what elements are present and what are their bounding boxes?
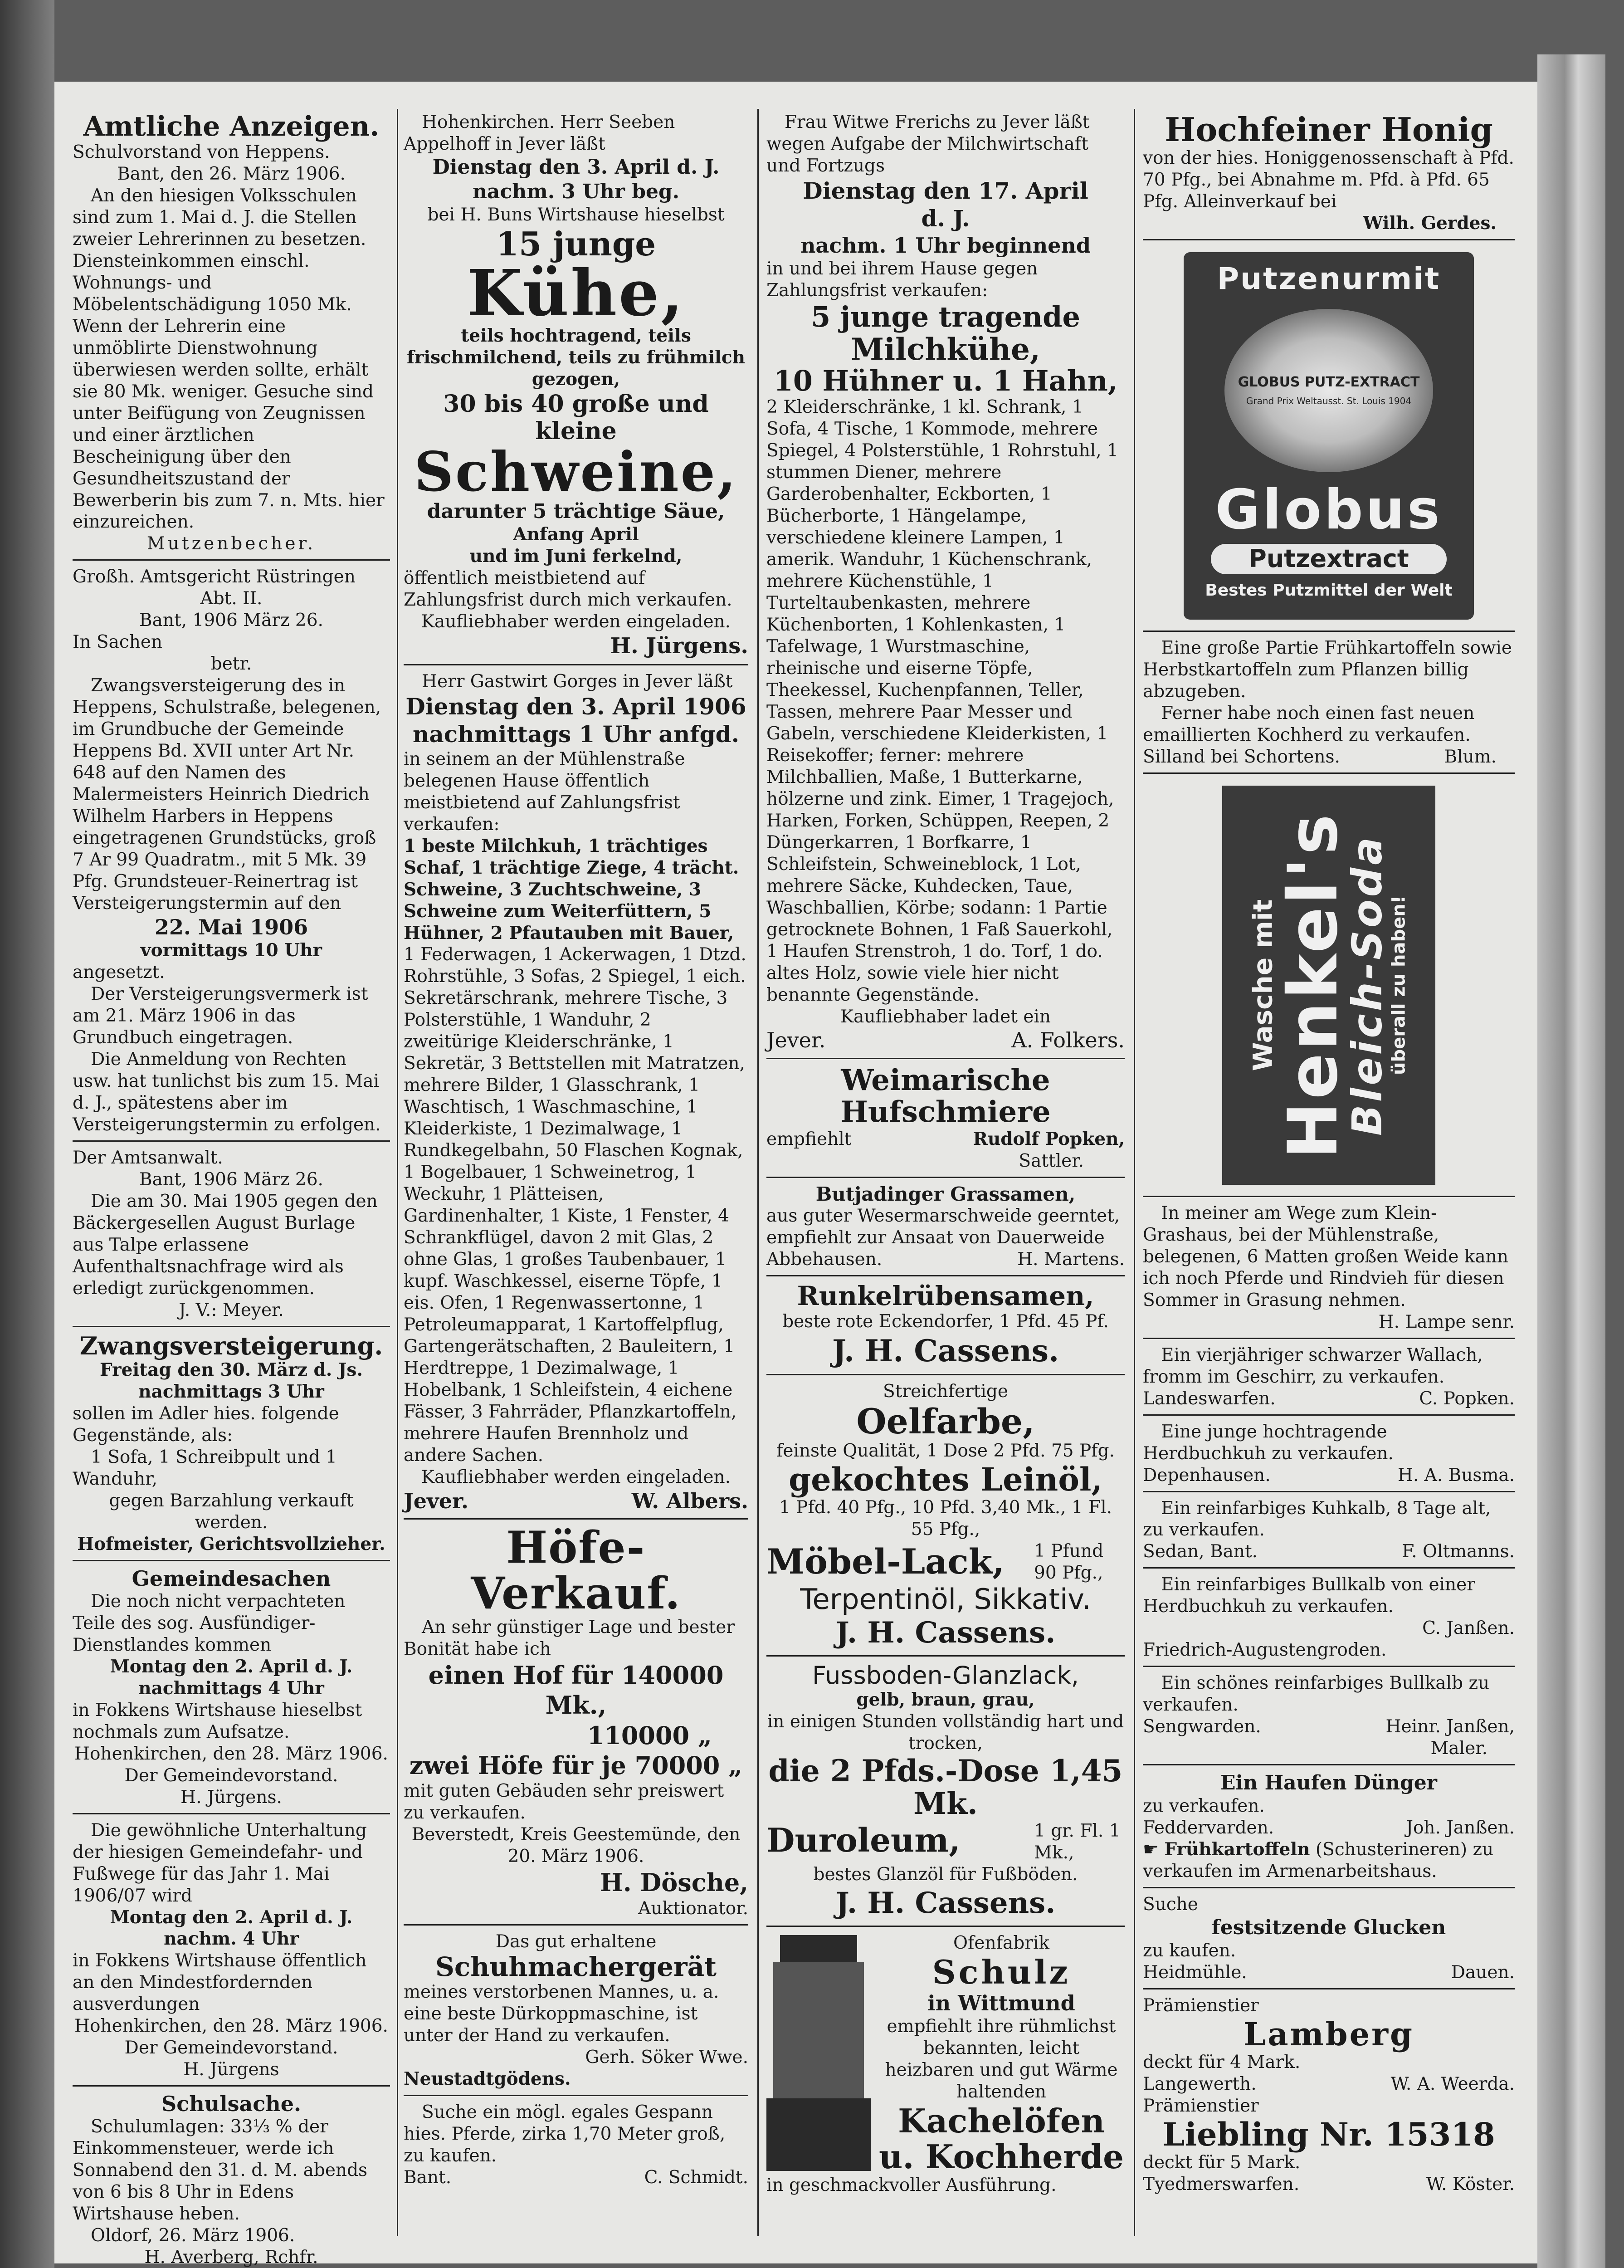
ad-grassamen (766, 1181, 1125, 1276)
ad-heading: festsitzende Glucken (1211, 1916, 1446, 1940)
ad-line: Hohenkirchen, den 28. März 1906. (74, 2016, 388, 2037)
ad-unterhaltung (73, 1817, 390, 2087)
ad-fruehkartoffeln (1143, 635, 1515, 774)
ad-text: (Schusterineren) zu verkaufen im Armenarbeitshaus. (1143, 1839, 1494, 1882)
ad-heading: 10 Hühner u. 1 Hahn, (773, 364, 1118, 398)
ad-heading: 5 junge tragende (811, 300, 1080, 334)
ad-place: Friedrich-Augustengroden. (1143, 1640, 1387, 1661)
ad-praemienstier (1143, 1992, 1515, 2200)
ad-text: Der Versteigerungsvermerk ist am 21. März 1906 in das Grundbuch eingetragen. (73, 984, 368, 1048)
ad-signature: J. H. Cassens. (835, 1886, 1056, 1920)
ad-honig (1143, 109, 1515, 240)
ad-signature: W. Albers. (631, 1488, 748, 1513)
ad-date: Dienstag den 3. April d. J. (432, 155, 720, 179)
ad-text: Ferner habe noch einen fast neuen emaillierten Kochherd zu verkaufen. (1143, 703, 1475, 745)
column-rule (757, 109, 759, 2236)
ad-text: 1 Federwagen, 1 Ackerwagen, 1 Dtzd. Rohrstühle, 3 Sofas, 2 Spiegel, 1 eich. Sekretärschrank, mehrere Tische, 3 Polsterstühle, 1 Wanduhr, 2 zweitürige Kleiderschränke, 1 Sekretär, 3 Bettstellen mit Matratzen, mehrere Bilder, 1 Glasschrank, 1 Waschtisch, 1 Waschmaschine, 1 Kleiderkiste, 1 Dezimalwage, 1 Rundkegelbahn, 50 Flaschen Kognak, 1 Bogelbauer, 1 Schweinetrog, 1 Weckuhr, 1 Plätteisen, Gardinenhalter, 1 Kiste, 1 Fenster, 4 Schrankflügel, davon 2 mit Glas, 2 ohne Glas, 1 großes Taubenbauer, 1 kupf. Waschkessel, eiserne Töpfe, 1 eis. Ofen, 1 Regenwassertonne, 1 Petroleumapparat, 1 Kartoffelpflug, Gartengerätschaften, 2 Bauleitern, 1 Herdtreppe, 1 Dezimalwage, 1 Hobelbank, 1 Schleifstein, 4 eichene Fässer, 3 Fahrräder, Pflanzkartoffeln, mehrere Haufen Brennholz und andere Sachen. (404, 944, 746, 1466)
ad-heading: in Wittmund (927, 1990, 1075, 2015)
ad-hoefe-verkauf (404, 1522, 748, 1925)
ad-signature: Gerh. Söker Wwe. (585, 2047, 748, 2068)
globus-brand: Globus (1215, 479, 1443, 542)
ad-text: Kaufliebhaber ladet ein (840, 1006, 1051, 1027)
ad-text: Ein vierjähriger schwarzer Wallach, fromm im Geschirr, zu verkaufen. (1143, 1344, 1483, 1387)
ad-kuehe-schweine (404, 109, 748, 665)
ad-offer: 110000 „ (587, 1721, 712, 1750)
ad-text: meines verstorbenen Mannes, u. a. eine beste Dürkoppmaschine, ist unter der Hand zu verkaufen. (404, 1982, 719, 2046)
ad-date: Dienstag den 3. April 1906 (405, 693, 746, 720)
henkel-product: Bleich-Soda (1344, 834, 1392, 1136)
ad-headline: Butjadinger Grassamen, (815, 1183, 1076, 1205)
ad-place: Neustadtgödens. (404, 2068, 571, 2090)
ad-text: Die gewöhnliche Unterhaltung der hiesigen Gemeindefahr- und Fußwege für das Jahr 1. Mai 1906/07 wird (73, 1820, 367, 1906)
ad-title: Zwangsversteigerung. (79, 1331, 383, 1360)
ad-signature: C. Janßen. (1422, 1618, 1515, 1639)
ad-place: Heidmühle. (1143, 1962, 1247, 1983)
ad-hufschmiere (766, 1062, 1125, 1178)
pointing-hand-icon: ☛ (1143, 1839, 1165, 1860)
ad-signature: Wilh. Gerdes. (1363, 213, 1497, 234)
ad-time: nachmittags 1 Uhr anfgd. (412, 721, 740, 748)
ad-text: sollen im Adler hies. folgende Gegenstände, als: (73, 1403, 339, 1446)
section-title: Amtliche Anzeigen. (83, 111, 380, 142)
ad-place: Depenhausen. (1143, 1465, 1271, 1486)
ad-text: 1 Sofa, 1 Schreibpult und 1 Wanduhr, (73, 1447, 337, 1490)
ad-globus (1143, 243, 1515, 632)
ad-line: In Sachen (73, 632, 163, 653)
ad-signature: H. Dösche, (600, 1868, 748, 1897)
ad-heading: Lamberg (1244, 2015, 1414, 2053)
ad-schuhmachergeraet (404, 1928, 748, 2097)
globus-tin-award: Grand Prix Weltausst. St. Louis 1904 (1246, 396, 1412, 407)
ad-text: feinste Qualität, 1 Dose 2 Pfd. 75 Pfg. (776, 1441, 1115, 1461)
ad-signature: J. V.: Meyer. (179, 1300, 284, 1320)
ad-signature: Heinr. Janßen, (1385, 1716, 1515, 1737)
ad-text: Suche (1143, 1894, 1198, 1915)
henkel-slogan: Wasche mit (1247, 899, 1278, 1071)
ad-text: Prämienstier (1143, 2096, 1259, 2116)
ad-line: Oldorf, 26. März 1906. (91, 2225, 295, 2246)
ad-heading: Möbel-Lack, (766, 1541, 1005, 1582)
ad-gorges-auktion (404, 668, 748, 1520)
ad-text: in Fokkens Wirtshause öffentlich an den Mindestfordernden ausverdungen (73, 1950, 367, 2015)
ad-schulvorstand (73, 109, 390, 561)
ad-text: in und bei ihrem Hause gegen Zahlungsfrist verkaufen: (766, 259, 1038, 301)
column-2 (404, 109, 748, 2245)
ad-text: gelb, braun, grau, (856, 1689, 1035, 1710)
ad-heading: 30 bis 40 große und kleine (443, 390, 709, 445)
ad-line: Der Gemeindevorstand. (124, 1765, 338, 1786)
ad-runkelruebensamen (766, 1279, 1125, 1375)
ad-text: mit guten Gebäuden sehr preiswert zu verkaufen. (404, 1781, 724, 1823)
ad-signature: H. Martens. (1017, 1249, 1125, 1270)
ad-text: Ein reinfarbiges Bullkalb von einer Herdbuchkuh zu verkaufen. (1143, 1574, 1475, 1617)
ad-heading: u. Kochherde (879, 2137, 1124, 2176)
ad-amtsgericht (73, 563, 390, 1142)
ad-text: 1 beste Milchkuh, 1 trächtiges Schaf, 1 trächtige Ziege, 4 trächt. Schweine, 3 Zuchtschweine, 3 Schweine zum Weiterfüttern, 5 Hühner, 2 Pfautauben mit Bauer, (404, 835, 739, 943)
globus-tin-icon (1224, 309, 1433, 472)
ad-heading: 15 junge (496, 225, 656, 264)
ad-text: Anfang April (513, 523, 639, 545)
ad-text: Hohenkirchen. Herr Seeben Appelhoff in Jever läßt (404, 112, 675, 154)
ad-line: Bant, 1906 März 26. (139, 1169, 323, 1190)
ad-time: nachmittags 4 Uhr (138, 1677, 324, 1699)
globus-advertisement (1184, 252, 1474, 620)
ad-text: An den hiesigen Volksschulen sind zum 1. Mai d. J. die Stellen zweier Lehrerinnen zu besetzen. Diensteinkommen einschl. Wohnungs- und Möbelentschädigung 1050 Mk. Wenn der Lehrerin eine unmöblirte Dienstwohnung überwiesen werden sollte, erhält sie 80 Mk. weniger. Gesuche sind unter Beifügung von Zeugnissen und einer ärztlichen Bescheinigung über den Gesundheitszustand der Bewerberin bis zum 7. n. Mts. hier einzureichen. (73, 185, 385, 533)
ad-gemeindesachen (73, 1564, 390, 1814)
ad-headline: Runkelrübensamen, (797, 1280, 1094, 1311)
ad-text: 1 Pfund 90 Pfg., (1034, 1541, 1104, 1584)
ad-date: 22. Mai 1906 (154, 914, 308, 939)
ad-text: empfiehlt ihre rühmlichst bekannten, leicht heizbaren und gut Wärme haltenden (885, 2016, 1118, 2102)
ad-signature: C. Popken. (1419, 1388, 1515, 1409)
ad-headline: Schweine, (414, 440, 738, 504)
ad-headline: Schuhmachergerät (435, 1951, 717, 1982)
ad-line: Hohenkirchen, den 28. März 1906. (74, 1743, 388, 1764)
column-rule (1134, 109, 1135, 2236)
ad-signature: H. Averberg, Rchfr. (144, 2247, 318, 2268)
ad-text: Eine große Partie Frühkartoffeln sowie Herbstkartoffeln zum Pflanzen billig abzugeben. (1143, 638, 1512, 702)
ad-text: Ein schönes reinfarbiges Bullkalb zu verkaufen. (1143, 1673, 1490, 1716)
newspaper-page (54, 82, 1537, 2268)
ad-time: nachmittags 3 Uhr (138, 1381, 324, 1403)
ad-signature: J. H. Cassens. (835, 1615, 1056, 1650)
page-edge-stack (1537, 54, 1605, 2268)
ad-place: Tyedmerswarfen. (1143, 2174, 1300, 2195)
ad-text: in einigen Stunden vollständig hart und trocken, (767, 1711, 1124, 1754)
ad-signature: F. Oltmanns. (1402, 1541, 1515, 1562)
ad-heading: Terpentinöl, Sikkativ. (800, 1583, 1091, 1616)
stove-illustration (766, 1935, 871, 2171)
ad-text: Kaufliebhaber werden eingeladen. (421, 1466, 731, 1487)
ad-line: betr. (210, 654, 252, 675)
ad-text: empfiehlt (766, 1129, 852, 1149)
ad-text: Schulumlagen: 33⅓ % der Einkommensteuer, werde ich Sonnabend den 31. d. M. abends von 6 bis 8 Uhr in Edens Wirtshause heben. (73, 2116, 368, 2224)
ad-signature: Maler. (1430, 1738, 1487, 1759)
ad-signature: H. Jürgens (183, 2059, 279, 2080)
ad-bullkalb-herdbuch (1143, 1571, 1515, 1667)
ad-place: Bant. (404, 2167, 452, 2188)
ad-text: Eine junge hochtragende Herdbuchkuh zu verkaufen. (1143, 1421, 1394, 1464)
ad-place: Sedan, Bant. (1143, 1541, 1258, 1562)
henkel-tagline: überall zu haben! (1389, 895, 1410, 1075)
ad-signature: A. Folkers. (1011, 1028, 1125, 1053)
ad-text: Die noch nicht verpachteten Teile des sog. Ausfündiger-Dienstlandes kommen (73, 1591, 346, 1655)
ad-heading: Oelfarbe, (856, 1401, 1035, 1442)
ad-signature: Blum. (1444, 746, 1497, 767)
ad-heading: die 2 Pfds.-Dose 1,45 Mk. (768, 1753, 1123, 1822)
ad-text: zu verkaufen. (1143, 1796, 1265, 1817)
ad-text: 1 gr. Fl. 1 Mk., (1034, 1820, 1121, 1863)
ad-text: Kaufliebhaber werden eingeladen. (421, 611, 731, 632)
ad-text: zu kaufen. (1143, 1941, 1236, 1961)
ad-line: angesetzt. (73, 962, 165, 983)
ad-signature: H. Lampe senr. (1378, 1311, 1515, 1332)
ad-signature: J. H. Cassens. (832, 1333, 1059, 1369)
ad-signature: C. Schmidt. (644, 2167, 748, 2188)
ad-amtsanwalt (73, 1144, 390, 1327)
ad-line: bei H. Buns Wirtshause hieselbst (427, 205, 725, 225)
ad-text: öffentlich meistbietend auf Zahlungsfrist durch mich verkaufen. (404, 567, 732, 610)
ad-time: vormittags 10 Uhr (140, 940, 322, 961)
ad-text: Beverstedt, Kreis Geestemünde, den 20. März 1906. (411, 1824, 741, 1867)
ad-line: Großh. Amtsgericht Rüstringen (73, 567, 356, 587)
ad-heading: Duroleum, (766, 1820, 961, 1859)
ad-heading: Frühkartoffeln (1164, 1839, 1310, 1860)
ad-date: Freitag den 30. März d. Js. (100, 1359, 363, 1381)
ad-text: Zwangsversteigerung des in Heppens, Schulstraße, belegenen, im Grundbuche der Gemeinde Heppens Bd. XVII unter Art Nr. 648 auf den Namen des Malermeisters Heinrich Diedrich Wilhelm Harbers in Heppens eingetragenen Grundstücks, groß 7 Ar 99 Quadratm., mit 5 Mk. 39 Pfg. Grundsteuer-Reinertrag ist Versteigerungstermin auf den (73, 675, 381, 914)
ad-text: Streichfertige (883, 1381, 1008, 1402)
ad-line: Der Gemeindevorstand. (124, 2038, 338, 2058)
ad-text: An sehr günstiger Lage und bester Bonität habe ich (404, 1617, 735, 1659)
ad-glanzlack (766, 1659, 1125, 1927)
ad-text: teils hochtragend, teils frischmilchend, teils zu frühmilch gezogen, (407, 325, 745, 390)
henkel-advertisement (1222, 786, 1435, 1185)
ad-henkel (1143, 777, 1515, 1197)
ad-kuhkalb (1143, 1495, 1515, 1569)
ad-line: Abt. II. (200, 588, 263, 609)
ad-place: Landeswarfen. (1143, 1388, 1276, 1409)
ad-herdbuchkuh (1143, 1418, 1515, 1492)
ad-signature: Sattler. (1019, 1150, 1084, 1171)
ad-line: Bant, den 26. März 1906. (117, 163, 346, 184)
ad-text: in seinem an der Mühlenstraße belegenen Hause öffentlich meistbietend auf Zahlungsfrist verkaufen: (404, 748, 685, 835)
globus-tagline: Bestes Putzmittel der Welt (1205, 581, 1453, 600)
ad-time: nachm. 1 Uhr beginnend (800, 233, 1091, 258)
ad-text: darunter 5 trächtige Säue, (427, 499, 725, 523)
ad-text: gegen Barzahlung verkauft werden. (109, 1491, 354, 1533)
ad-text: 1 Pfd. 40 Pfg., 10 Pfd. 3,40 Mk., 1 Fl. 55 Pfg., (779, 1497, 1112, 1540)
ad-wallach (1143, 1342, 1515, 1416)
ad-text: Die Anmeldung von Rechten usw. hat tunlichst bis zum 15. Mai d. J., spätestens aber im Versteigerungstermin zu erfolgen. (73, 1049, 381, 1135)
ad-gespann (404, 2099, 748, 2193)
globus-slogan: Putzenurmit (1217, 261, 1441, 297)
ad-text: Das gut erhaltene (495, 1931, 657, 1952)
ad-text: aus guter Wesermarschweide geerntet, empfiehlt zur Ansaat von Dauerweide (766, 1206, 1120, 1248)
ad-signature: Dauen. (1451, 1962, 1515, 1983)
column-1 (73, 109, 390, 2268)
ad-text: deckt für 4 Mark. (1143, 2052, 1301, 2073)
ad-text: Prämienstier (1143, 1995, 1259, 2016)
ad-text: 2 Kleiderschränke, 1 kl. Schrank, 1 Sofa, 4 Tische, 1 Kommode, mehrere Spiegel, 4 Polsterstühle, 1 Rohrstuhl, 1 stummen Diener, mehrere Garderobenhalter, Eckborten, 1 Bücherborte, 1 Hängelampe, verschiedene kleinere Lampen, 1 amerik. Wanduhr, 1 Küchenschrank, mehrere Küchenstühle, 1 Turteltaubenkasten, mehrere Küchenborten, 1 Kohlenkasten, 1 Tafelwage, 1 Wurstmaschine, rheinische und eiserne Töpfe, Theekessel, Kuchenpfannen, Teller, Tassen, mehrere Paar Messer und Gabeln, verschiedene Kleiderkisten, 1 Reisekoffer; ferner: mehrere Milchballien, Maße, 1 Butterkarne, hölzerne und zink. Eimer, 1 Tragejoch, Harken, Forken, Schüppen, Reepen, 2 Düngerkarren, 1 Borfkarre, 1 Schleifstein, Schweineblock, 1 Lot, mehrere Säcke, Kuhdecken, Taue, Waschballien, Körbe; sodann: 1 Partie getrocknete Bohnen, 1 Faß Sauerkohl, 1 Haufen Strenstroh, 1 do. Torf, 1 do. altes Holz, sowie viele hier nicht benannte Gegenstände. (766, 397, 1118, 1005)
ad-signature: Auktionator. (638, 1898, 748, 1919)
ad-headline: Fussboden-Glanzlack, (812, 1661, 1079, 1690)
ad-signature: Rudolf Popken, (973, 1128, 1125, 1149)
ad-ofenfabrik (766, 1930, 1125, 2201)
page-gutter-shadow (0, 0, 54, 2268)
ad-place: Jever. (766, 1028, 826, 1053)
ad-signature: Joh. Janßen. (1406, 1818, 1515, 1838)
ad-signature: Hofmeister, Gerichtsvollzieher. (77, 1534, 385, 1555)
ad-date: d. J. (921, 205, 970, 232)
ad-text: in geschmackvoller Ausführung. (766, 2175, 1057, 2196)
ad-headline: Höfe-Verkauf. (471, 1522, 681, 1619)
ad-signature: Mutzenbecher. (146, 533, 316, 554)
ad-zwangsversteigerung (73, 1330, 390, 1561)
ad-signature: H. A. Busma. (1397, 1465, 1515, 1486)
ad-text: deckt für 5 Mark. (1143, 2152, 1301, 2173)
column-rule (397, 109, 398, 2236)
ad-text: Ofenfabrik (953, 1933, 1049, 1954)
ad-duenger (1143, 1768, 1515, 1888)
ad-weide (1143, 1200, 1515, 1339)
globus-tin-label: GLOBUS PUTZ-EXTRACT (1238, 374, 1420, 391)
ad-heading: Schulz (932, 1953, 1071, 1992)
column-4 (1143, 109, 1515, 2245)
ad-heading: Ein Haufen Dünger (1220, 1771, 1437, 1795)
ad-bullkalb (1143, 1670, 1515, 1765)
ad-text: In meiner am Wege zum Klein-Grashaus, bei der Mühlenstraße, belegenen, 6 Matten großen Weide kann ich noch Pferde und Rindvieh für diesen Sommer in Grasung nehmen. (1143, 1202, 1508, 1310)
ad-date: Montag den 2. April d. J. (110, 1906, 353, 1928)
ad-place: Jever. (404, 1488, 469, 1513)
ad-heading: Liebling Nr. 15318 (1162, 2116, 1495, 2154)
ad-schulsache (73, 2089, 390, 2268)
ad-headline: Weimarische Hufschmiere (840, 1063, 1051, 1129)
ad-place: Feddervarden. (1143, 1818, 1274, 1838)
ad-text: in Fokkens Wirtshause hieselbst nochmals zum Aufsatze. (73, 1700, 362, 1742)
ad-text: Frau Witwe Frerichs zu Jever läßt wegen Aufgabe der Milchwirtschaft und Fortzugs (766, 112, 1090, 176)
ad-time: nachm. 3 Uhr beg. (472, 180, 680, 204)
ad-place: Abbehausen. (766, 1249, 883, 1270)
ad-text: Herr Gastwirt Gorges in Jever läßt (422, 671, 733, 692)
ad-signature: H. Jürgens. (180, 1787, 282, 1808)
globus-product: Putzextract (1211, 544, 1447, 574)
ad-place: Sengwarden. (1143, 1716, 1261, 1737)
ad-headline: Kühe, (467, 256, 685, 331)
ad-heading: Kachelöfen (898, 2101, 1105, 2140)
ad-oelfarbe (766, 1378, 1125, 1657)
ad-line: Der Amtsanwalt. (73, 1148, 223, 1168)
ad-heading: Milchkühe, (850, 331, 1041, 367)
ad-text: Die am 30. Mai 1905 gegen den Bäckergesellen August Burlage aus Talpe erlassene Aufenthaltsnachfrage wird als erledigt zurückgenommen. (73, 1191, 378, 1299)
ad-signature: W. A. Weerda. (1390, 2074, 1515, 2095)
ad-frerichs-auktion (766, 109, 1125, 1059)
ad-heading: gekochtes Leinöl, (789, 1461, 1102, 1499)
ad-text: beste rote Eckendorfer, 1 Pfd. 45 Pf. (782, 1311, 1109, 1332)
ad-text: von der hies. Honiggenossenschaft à Pfd. 70 Pfg., bei Abnahme m. Pfd. à Pfd. 65 Pfg. Alleinverkauf bei (1143, 148, 1514, 212)
ad-place: Silland bei Schortens. (1143, 746, 1340, 767)
ad-time: nachm. 4 Uhr (164, 1928, 299, 1950)
ad-signature: H. Jürgens. (610, 633, 748, 659)
ad-glucken (1143, 1891, 1515, 1989)
ad-line: Bant, 1906 März 26. (139, 610, 323, 631)
ad-date: Montag den 2. April d. J. (110, 1656, 353, 1677)
ad-signature: W. Köster. (1426, 2174, 1515, 2195)
ad-text: und im Juni ferkelnd, (469, 545, 683, 567)
ad-place: Langewerth. (1143, 2074, 1257, 2095)
ad-offer: einen Hof für 140000 Mk., (428, 1660, 724, 1720)
ad-text: bestes Glanzöl für Fußböden. (813, 1864, 1078, 1885)
henkel-brand: Henkel's (1274, 811, 1353, 1159)
ad-line: Schulvorstand von Heppens. (73, 142, 330, 162)
ad-text: Ein reinfarbiges Kuhkalb, 8 Tage alt, zu verkaufen. (1143, 1498, 1491, 1540)
ad-title: Schulsache. (161, 2092, 302, 2116)
ad-text: Suche ein mögl. egales Gespann hies. Pferde, zirka 1,70 Meter groß, zu kaufen. (404, 2102, 726, 2166)
ad-date: Dienstag den 17. April (803, 177, 1088, 204)
ad-title: Gemeindesachen (132, 1566, 331, 1591)
column-3 (766, 109, 1125, 2245)
ad-headline: Hochfeiner Honig (1165, 110, 1493, 149)
ad-offer: zwei Höfe für je 70000 „ (409, 1751, 743, 1780)
